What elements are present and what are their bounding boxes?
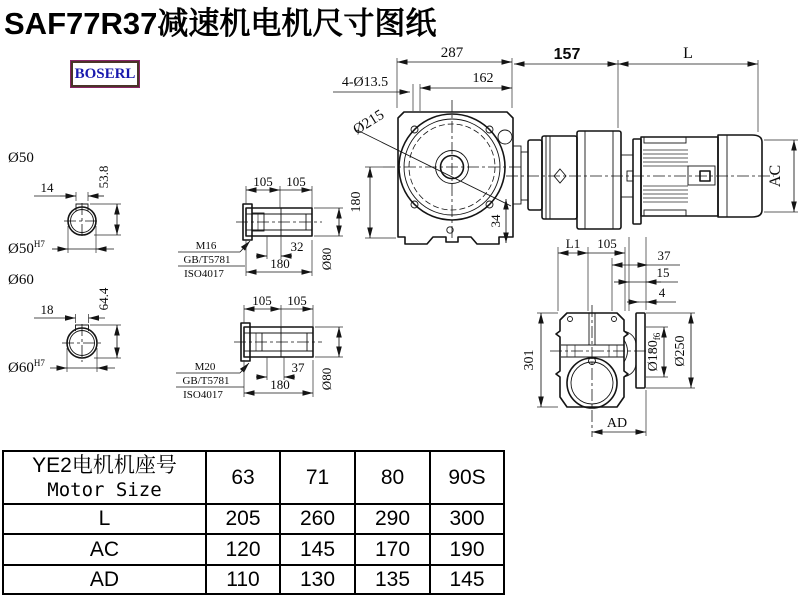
dim-key-depth-60: 64.4 (96, 287, 111, 311)
dim-height-to-center: 180 (349, 191, 364, 213)
label-bore-50: $Ø50^{H7}$ (8, 239, 45, 257)
dim-overall-width: 287 (440, 45, 464, 61)
col-90s: 90S (430, 451, 504, 504)
dim-key-width-60: 18 (40, 302, 54, 317)
dim-adapter-length: 157 (553, 46, 581, 63)
dim-dia-m16: Ø80 (319, 247, 334, 271)
cell: 145 (430, 565, 504, 594)
table-row (3, 504, 504, 534)
cell: 130 (280, 565, 355, 594)
table-header-motor-size (3, 451, 206, 504)
label-shaft-dia-50: Ø50 (8, 150, 34, 166)
dim-105a-m16: 105 (253, 174, 273, 189)
side-view (522, 236, 695, 437)
row-label-L: L (3, 504, 206, 534)
dim-105b-m16: 105 (286, 174, 306, 189)
page-title: SAF77R37减速机电机尺寸图纸 (4, 6, 437, 41)
cell: 135 (355, 565, 430, 594)
label-shaft-dia-60: Ø60 (8, 272, 34, 288)
dim-hub-len: 105 (597, 236, 617, 251)
dim-l1: L1 (565, 236, 581, 251)
label-standard1-m16: GB/T5781 (183, 254, 231, 266)
cell: 110 (206, 565, 280, 594)
header-cn: YE2电机机座号 (32, 454, 177, 477)
dim-ad: AD (606, 416, 628, 431)
cell: 205 (206, 504, 280, 534)
label-standard2-m20: ISO4017 (183, 389, 223, 401)
cell: 300 (430, 504, 504, 534)
motor-assembly-view (506, 45, 798, 229)
cell: 190 (430, 534, 504, 565)
dim-spigot-depth: 15 (656, 265, 670, 280)
dim-dia-m20: Ø80 (319, 367, 334, 391)
dim-105b-m20: 105 (287, 293, 307, 308)
table-row (3, 565, 504, 594)
header-en: Motor Size (47, 479, 162, 501)
cell: 260 (280, 504, 355, 534)
dim-bolt-holes: 4-Ø13.5 (341, 75, 389, 90)
row-label-AC: AC (3, 534, 206, 565)
dim-foot-offset: 34 (488, 214, 503, 228)
col-63: 63 (206, 451, 280, 504)
shaft-section-60 (8, 272, 121, 376)
shaft-section-50 (8, 150, 121, 257)
row-label-AD: AD (3, 565, 206, 594)
cell: 290 (355, 504, 430, 534)
hollow-shaft-m20 (176, 293, 343, 401)
brand-logo-text: BOSERL (74, 65, 136, 82)
cell: 170 (355, 534, 430, 565)
col-71: 71 (280, 451, 355, 504)
dim-length-m20: 180 (270, 377, 290, 392)
motor-size-table (2, 450, 505, 595)
col-80: 80 (355, 451, 430, 504)
label-bore-60: $Ø60^{H7}$ (8, 358, 45, 376)
label-bolt-m16: M16 (195, 240, 217, 252)
label-standard2-m16: ISO4017 (184, 268, 224, 280)
label-standard1-m20: GB/T5781 (182, 375, 230, 387)
dim-side-height: 301 (522, 349, 537, 371)
dim-motor-length: L (683, 45, 693, 62)
dim-key-width-50: 14 (40, 180, 54, 195)
dim-depth-m16: 32 (290, 239, 304, 254)
dim-length-m16: 180 (270, 256, 290, 271)
dim-105a-m20: 105 (252, 293, 272, 308)
dim-motor-dia: AC (767, 164, 784, 188)
dim-gap: 4 (658, 285, 666, 300)
dim-flange-depth: 37 (657, 248, 671, 263)
front-view (333, 45, 521, 244)
hollow-shaft-m16 (178, 174, 343, 280)
cell: 145 (280, 534, 355, 565)
table-row (3, 534, 504, 565)
dim-depth-m20: 37 (291, 360, 305, 375)
dim-motor-flange-dia: Ø250 (673, 335, 688, 367)
dim-spigot-dia: $Ø180_{f6}$ (646, 332, 662, 372)
label-bolt-m20: M20 (194, 361, 216, 373)
cell: 120 (206, 534, 280, 565)
dim-flange-offset: 162 (472, 71, 494, 86)
dim-key-depth-50: 53.8 (96, 165, 111, 189)
dim-flange-dia: Ø215 (350, 106, 388, 139)
